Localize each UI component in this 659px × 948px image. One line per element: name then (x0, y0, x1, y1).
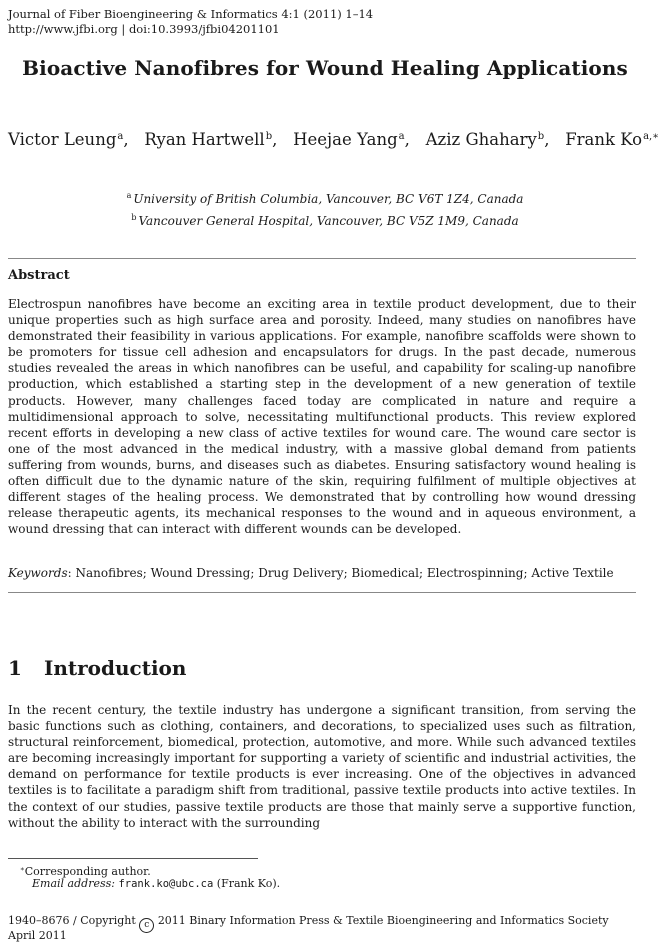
affiliation: $^a$ University of British Columbia, Vancouver, BC V6T 1Z4, Canada (126, 191, 524, 206)
section-title: Introduction (44, 656, 187, 680)
divider-rule (8, 592, 636, 593)
author: Frank $Ko^{a,∗}$ (565, 130, 659, 149)
journal-url-doi: http://www.jfbi.org | doi:10.3993/jfbi04201101 (8, 22, 280, 36)
publication-date: April 2011 (8, 929, 67, 942)
author-list (8, 130, 659, 149)
abstract-text: Electrospun nanofibres have become an exciting area in textile product development, due to their unique properties such as high surface area and porosity. Indeed, many studies on nanofibres have demonstrated their feasibility in various applications. For example, nanofibre scaffolds were shown to be promoters for tissue cell adhesion and encapsulators for drugs. In the past decade, numerous studies revealed the areas in which nanofibres can be useful, and capability for scaling-up nanofibre production, which established a starting step in the development of a new generation of textile products. However, many challenges faced today are complicated in nature and require a multidimensional approach to solve, necessitating multifunctional products. This review explored recent efforts in developing a new class of active textiles for wound care. The wound care sector is one of the most advanced in the medical industry, with a massive global demand from patients suffering from wounds, burns, and diseases such as diabetes. Ensuring satisfactory wound healing is often difficult due to the dynamic nature of the skin, requiring fulfilment of multiple objectives at different stages of the healing process. We demonstrated that by controlling how wound dressing release therapeutic agents, its mechanical responses to the wound and in aqueous environment, a wound dressing that can interact with different wounds can be developed. (8, 297, 636, 537)
journal-citation: Journal of Fiber Bioengineering & Informatics 4:1 (2011) 1–14 (8, 7, 374, 21)
introduction-text: In the recent century, the textile industry has undergone a significant transition, from serving the basic functions such as clothing, containers, and decorations, to specialized uses such as filtration, structural reinforcement, biomedical, protection, automotive, and more. While such advanced textiles are becoming increasingly important for supporting a variety of scientific and industrial activities, the demand on performance for textile products is ever increasing. One of the objectives in advanced textiles is to facilitate a paradigm shift from traditional, passive textile products into active textiles. In the context of our studies, passive textile products are those that mainly serve a supportive function, without the ability to interact with the surrounding (8, 703, 636, 830)
footnote-email: Email address: frank.ko@ubc.ca (Frank Ko). (32, 877, 281, 890)
keywords-line (8, 566, 614, 580)
paper-title: Bioactive Nanofibres for Wound Healing Applications (22, 56, 628, 80)
email-address: frank.ko@ubc.ca (118, 878, 214, 890)
author: Ryan Hartwell$^b$, (144, 130, 278, 149)
divider-rule (8, 258, 636, 259)
author: Heejae Yang$^a$, (293, 130, 410, 149)
section-heading (8, 656, 186, 680)
abstract-heading: Abstract (8, 268, 70, 283)
affiliation: $^b$ Vancouver General Hospital, Vancouver, BC V5Z 1M9, Canada (131, 213, 519, 228)
footnote-corresponding: ∗Corresponding author. (20, 865, 151, 878)
author: Victor Leung$^a$, (8, 130, 129, 149)
keywords-label: Keywords (8, 566, 68, 580)
section-number: 1 (8, 656, 22, 680)
copyright-icon: c (139, 918, 154, 933)
keywords-text: : Nanofibres; Wound Dressing; Drug Delivery; Biomedical; Electrospinning; Active Textile (67, 566, 614, 580)
author: Aziz Ghahary$^b$, (425, 130, 550, 149)
footnote-rule (8, 858, 258, 859)
copyright-line: 1940–8676 / Copyright c 2011 Binary Information Press & Textile Bioengineering and Informatics Society (8, 914, 609, 933)
